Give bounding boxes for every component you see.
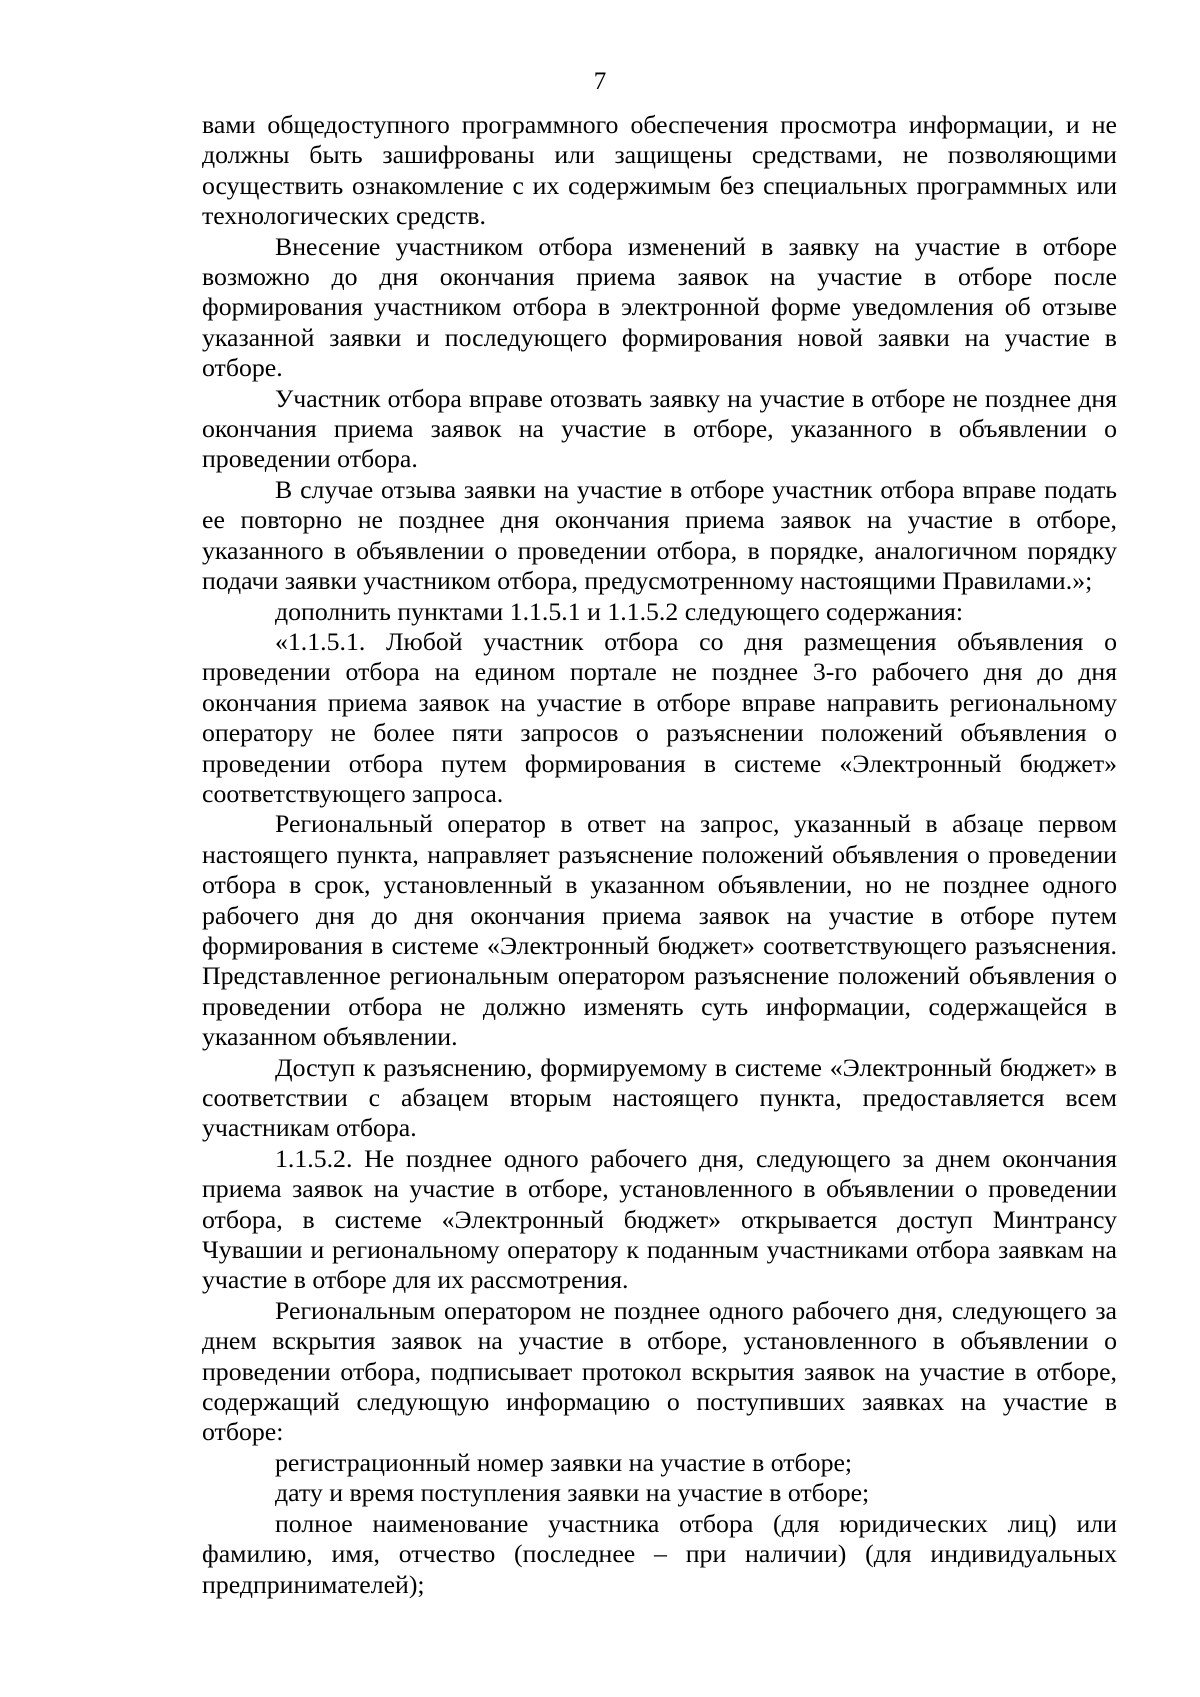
paragraph-amendments: Внесение участником отбора изменений в заявку на участие в отборе возможно до дня окончания приема заявок на участие в отборе после формирования участником отбора в электронной форме уведомления об отзыве указанной заявки и последующего формирования новой заявки на участие в отборе. — [202, 231, 1117, 383]
document-body — [202, 110, 1117, 1600]
paragraph-continuation: вами общедоступного программного обеспечения просмотра информации, и не должны быть зашифрованы или защищены средствами, не позволяющими осуществить ознакомление с их содержимым без специальных программных или технологических средств. — [202, 110, 1117, 231]
list-item-registration-number: регистрационный номер заявки на участие в отборе; — [275, 1447, 853, 1477]
paragraph-withdrawal: Участник отбора вправе отозвать заявку на участие в отборе не позднее дня окончания приема заявок на участие в отборе, указанного в объявлении о проведении отбора. — [202, 383, 1117, 474]
paragraph-resubmission: В случае отзыва заявки на участие в отборе участник отбора вправе подать ее повторно не позднее дня окончания приема заявок на участие в отборе, указанного в объявлении о проведении отбора, в порядке, аналогичном порядку подачи заявки участником отбора, предусмотренному настоящими Правилами.»; — [202, 474, 1117, 596]
paragraph-opening-protocol: Региональным оператором не позднее одного рабочего дня, следующего за днем вскрытия заявок на участие в отборе, установленного в объявлении о проведении отбора, подписывает протокол вскрытия заявок на участие в отборе, содержащий следующую информацию о поступивших заявках на участие в отборе: — [202, 1295, 1117, 1447]
page-number: 7 — [593, 68, 607, 95]
paragraph-1-1-5-1: «1.1.5.1. Любой участник отбора со дня размещения объявления о проведении отбора на едином портале не позднее 3-го рабочего дня до дня окончания приема заявок на участие в отборе вправе направить региональному оператору не более пяти запросов о разъяснении положений объявления о проведении отбора путем формирования в системе «Электронный бюджет» соответствующего запроса. — [202, 626, 1117, 808]
paragraph-1-1-5-2: 1.1.5.2. Не позднее одного рабочего дня, следующего за днем окончания приема заявок на участие в отборе, установленного в объявлении о проведении отбора, в системе «Электронный бюджет» открывается доступ Минтрансу Чувашии и региональному оператору к поданным участниками отбора заявкам на участие в отборе для их рассмотрения. — [202, 1143, 1117, 1295]
list-item-participant-name: полное наименование участника отбора (для юридических лиц) или фамилию, имя, отчество (последнее – при наличии) (для индивидуальных предпринимателей); — [202, 1508, 1117, 1599]
paragraph-access-clarification: Доступ к разъяснению, формируемому в системе «Электронный бюджет» в соответствии с абзацем вторым настоящего пункта, предоставляется всем участникам отбора. — [202, 1052, 1117, 1143]
paragraph-operator-response: Региональный оператор в ответ на запрос, указанный в абзаце первом настоящего пункта, направляет разъяснение положений объявления о проведении отбора в срок, установленный в указанном объявлении, но не позднее одного рабочего дня до дня окончания приема заявок на участие в отборе путем формирования в системе «Электронный бюджет» соответствующего разъяснения. Представленное региональным оператором разъяснение положений объявления о проведении отбора не должно изменять суть информации, содержащейся в указанном объявлении. — [202, 809, 1117, 1052]
list-item-date-time: дату и время поступления заявки на участие в отборе; — [275, 1478, 870, 1508]
paragraph-add-points: дополнить пунктами 1.1.5.1 и 1.1.5.2 следующего содержания: — [275, 596, 964, 626]
